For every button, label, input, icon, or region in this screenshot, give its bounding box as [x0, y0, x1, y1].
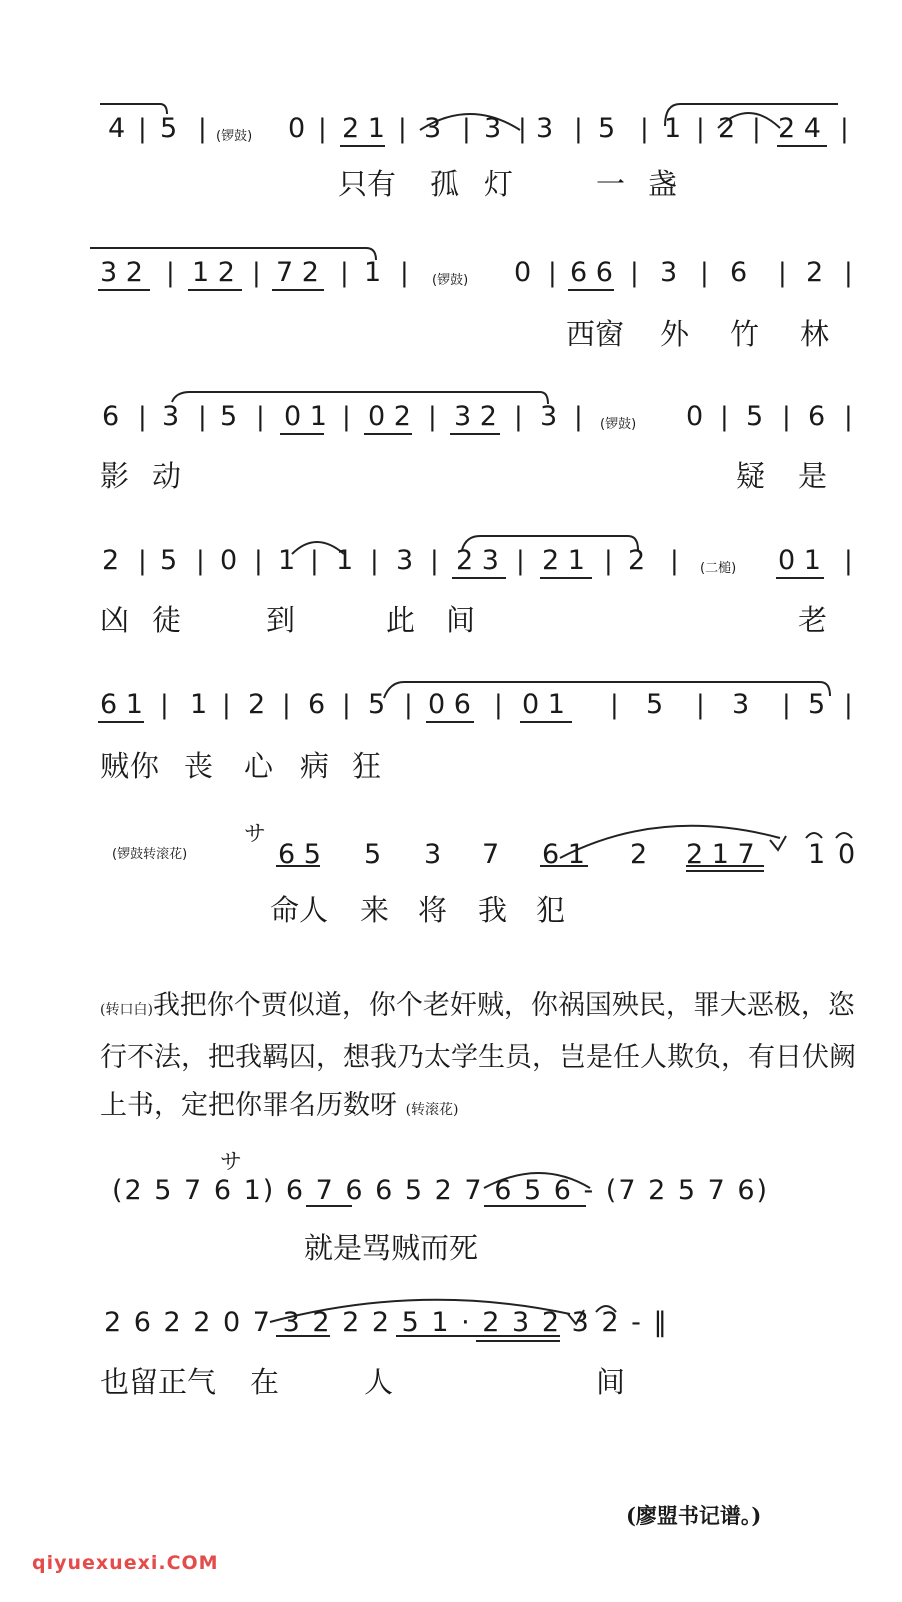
barline: | [494, 690, 503, 720]
note-group: 2 1 7 [686, 839, 755, 870]
note-pair: 7 2 [276, 257, 319, 288]
note: 5 [746, 401, 764, 432]
lyric: 你 [130, 749, 160, 783]
barline: | [428, 402, 437, 432]
lyric: 在 [250, 1365, 280, 1399]
note: 2 [628, 545, 646, 576]
note-pair: 0 2 [368, 401, 411, 432]
lyric: 犯 [536, 893, 566, 927]
percussion-mark: (锣鼓) [216, 129, 253, 144]
note-pair: 2 1 [542, 545, 585, 576]
note: 5 [160, 113, 178, 144]
lyrics-line: 就是骂贼而死 [304, 1231, 479, 1265]
lyric: 到 [266, 603, 296, 637]
note: 0 [288, 113, 306, 144]
note-pair: 0 1 [284, 401, 327, 432]
barline: | [198, 114, 207, 144]
note: 3 [484, 113, 502, 144]
score-system-5 [0, 676, 902, 786]
lyric: 是 [798, 459, 828, 493]
note: 2 [248, 689, 266, 720]
barline: | [514, 402, 523, 432]
barline: | [138, 546, 147, 576]
barline: | [720, 402, 729, 432]
note: 3 [424, 113, 442, 144]
barline: | [630, 258, 639, 288]
barline: | [752, 114, 761, 144]
slur-marks [0, 100, 902, 160]
lyric: 此 [386, 603, 416, 637]
lyric: 间 [596, 1365, 626, 1399]
spoken-tail: (转滚花) [405, 1102, 459, 1118]
barline: | [400, 258, 409, 288]
notes-line: 2 6 2 2 0 7 3 2 2 2 5 1 · 2 3 2 3 2 - ‖ [104, 1307, 669, 1338]
barline: | [342, 402, 351, 432]
lyric: 疑 [736, 459, 766, 493]
slur-marks [0, 388, 902, 448]
note-pair: 6 6 [570, 257, 613, 288]
barline: | [310, 546, 319, 576]
score-system-8 [0, 1288, 902, 1398]
barline: | [342, 690, 351, 720]
lyric: 凶 [100, 603, 130, 637]
note-pair: 0 1 [522, 689, 565, 720]
lyric: 间 [446, 603, 476, 637]
lyric: 盏 [648, 167, 678, 201]
site-watermark: qiyuexuexi.COM [32, 1552, 219, 1574]
note: 3 [162, 401, 180, 432]
note: 3 [540, 401, 558, 432]
note-pair: 3 2 [454, 401, 497, 432]
barline: | [370, 546, 379, 576]
note: 5 [598, 113, 616, 144]
note: 2 [102, 545, 120, 576]
lyric: 将 [418, 893, 448, 927]
barline: | [604, 546, 613, 576]
barline: | [844, 258, 853, 288]
note: 6 [808, 401, 826, 432]
note: 7 [482, 839, 500, 870]
note-pair: 6 1 [542, 839, 585, 870]
barline: | [516, 546, 525, 576]
note: 2 [806, 257, 824, 288]
slur-marks [0, 532, 902, 592]
barline: | [782, 690, 791, 720]
lyric: 心 [244, 749, 274, 783]
free-meter-mark: サ [244, 822, 267, 847]
barline: | [160, 690, 169, 720]
lyric: 动 [152, 459, 182, 493]
note: 1 [664, 113, 682, 144]
barline: | [166, 258, 175, 288]
note: 1 [190, 689, 208, 720]
spoken-label: (转口白) [100, 1002, 153, 1018]
barline: | [700, 258, 709, 288]
free-meter-mark: サ [220, 1150, 243, 1175]
lyric: 外 [660, 317, 690, 351]
lyric: 也留正气 [100, 1365, 217, 1399]
barline: | [696, 114, 705, 144]
lyric: 林 [800, 317, 830, 351]
lyric: 只有 [338, 167, 397, 201]
note: 2 [630, 839, 648, 870]
note-pair: 0 6 [428, 689, 471, 720]
note: 3 [536, 113, 554, 144]
note: 3 [396, 545, 414, 576]
note: 3 [732, 689, 750, 720]
note: 1 [336, 545, 354, 576]
lyric: 狂 [352, 749, 382, 783]
note: 5 [646, 689, 664, 720]
barline: | [844, 402, 853, 432]
note-pair: 6 5 [278, 839, 321, 870]
lyric: 一 [596, 167, 626, 201]
lyric: 我 [478, 893, 508, 927]
note: 4 [108, 113, 126, 144]
notes-line: (2 5 7 6 1) 6 7 6 6 5 2 7 6 5 6 - (7 2 5 7 6) [112, 1175, 770, 1206]
lyric: 丧 [184, 749, 214, 783]
barline: | [840, 114, 849, 144]
note: 3 [660, 257, 678, 288]
note: 0 [514, 257, 532, 288]
lyric: 孤 [430, 167, 460, 201]
barline: | [256, 402, 265, 432]
score-system-2 [0, 244, 902, 354]
note: 0 [686, 401, 704, 432]
barline: | [844, 546, 853, 576]
note: 3 [424, 839, 442, 870]
note-pair: 2 1 [342, 113, 385, 144]
percussion-mark: (二槌) [700, 561, 737, 576]
lyric: 西窗 [566, 317, 625, 351]
barline: | [462, 114, 471, 144]
barline: | [430, 546, 439, 576]
barline: | [138, 114, 147, 144]
note: 5 [160, 545, 178, 576]
note: 5 [220, 401, 238, 432]
barline: | [318, 114, 327, 144]
barline: | [696, 690, 705, 720]
barline: | [282, 690, 291, 720]
note: 2 [718, 113, 736, 144]
barline: | [518, 114, 527, 144]
barline: | [340, 258, 349, 288]
barline: | [196, 546, 205, 576]
transcriber-credit: (廖盟书记谱。) [626, 1503, 762, 1528]
barline: | [574, 114, 583, 144]
note-pair: 2 4 [778, 113, 821, 144]
barline: | [782, 402, 791, 432]
note-pair: 0 1 [778, 545, 821, 576]
lyric: 人 [364, 1365, 394, 1399]
lyric: 竹 [730, 317, 760, 351]
note: 0 [220, 545, 238, 576]
note: 1 [364, 257, 382, 288]
lyric: 病 [300, 749, 330, 783]
note: 5 [808, 689, 826, 720]
lyric: 命人 [270, 893, 329, 927]
score-system-6 [0, 818, 902, 928]
barline: | [670, 546, 679, 576]
barline: | [574, 402, 583, 432]
score-system-7 [0, 1148, 902, 1265]
barline: | [778, 258, 787, 288]
note: 6 [102, 401, 120, 432]
score-system-3 [0, 388, 902, 498]
lyric: 灯 [484, 167, 514, 201]
barline: | [640, 114, 649, 144]
barline: | [404, 690, 413, 720]
note: 1 [278, 545, 296, 576]
barline: | [222, 690, 231, 720]
percussion-mark: (锣鼓) [600, 417, 637, 432]
note: 6 [730, 257, 748, 288]
barline: | [610, 690, 619, 720]
note-pair: 3 2 [100, 257, 143, 288]
note: 1 [808, 839, 826, 870]
percussion-mark: (锣鼓转滚花) [112, 847, 188, 862]
lyric: 徒 [152, 603, 182, 637]
barline: | [844, 690, 853, 720]
note: 6 [308, 689, 326, 720]
percussion-mark: (锣鼓) [432, 273, 469, 288]
note-pair: 2 3 [456, 545, 499, 576]
barline: | [398, 114, 407, 144]
note-pair: 1 2 [192, 257, 235, 288]
lyric: 老 [798, 603, 828, 637]
barline: | [548, 258, 557, 288]
barline: | [252, 258, 261, 288]
barline: | [254, 546, 263, 576]
lyric: 来 [360, 893, 390, 927]
score-system-4 [0, 532, 902, 642]
score-system-1 [0, 100, 902, 210]
note-pair: 6 1 [100, 689, 143, 720]
spoken-dialogue [100, 982, 870, 1134]
barline: | [138, 402, 147, 432]
lyric: 贼 [100, 749, 130, 783]
note: 5 [368, 689, 386, 720]
note: 0 [838, 839, 856, 870]
lyric: 影 [100, 459, 130, 493]
spoken-text: 我把你个贾似道，你个老奸贼，你祸国殃民，罪大恶极，恣行不法，把我羁囚，想我乃太学生员，岂是任人欺负，有日伏阙上书，定把你罪名历数呀 [100, 990, 856, 1121]
note: 5 [364, 839, 382, 870]
barline: | [198, 402, 207, 432]
